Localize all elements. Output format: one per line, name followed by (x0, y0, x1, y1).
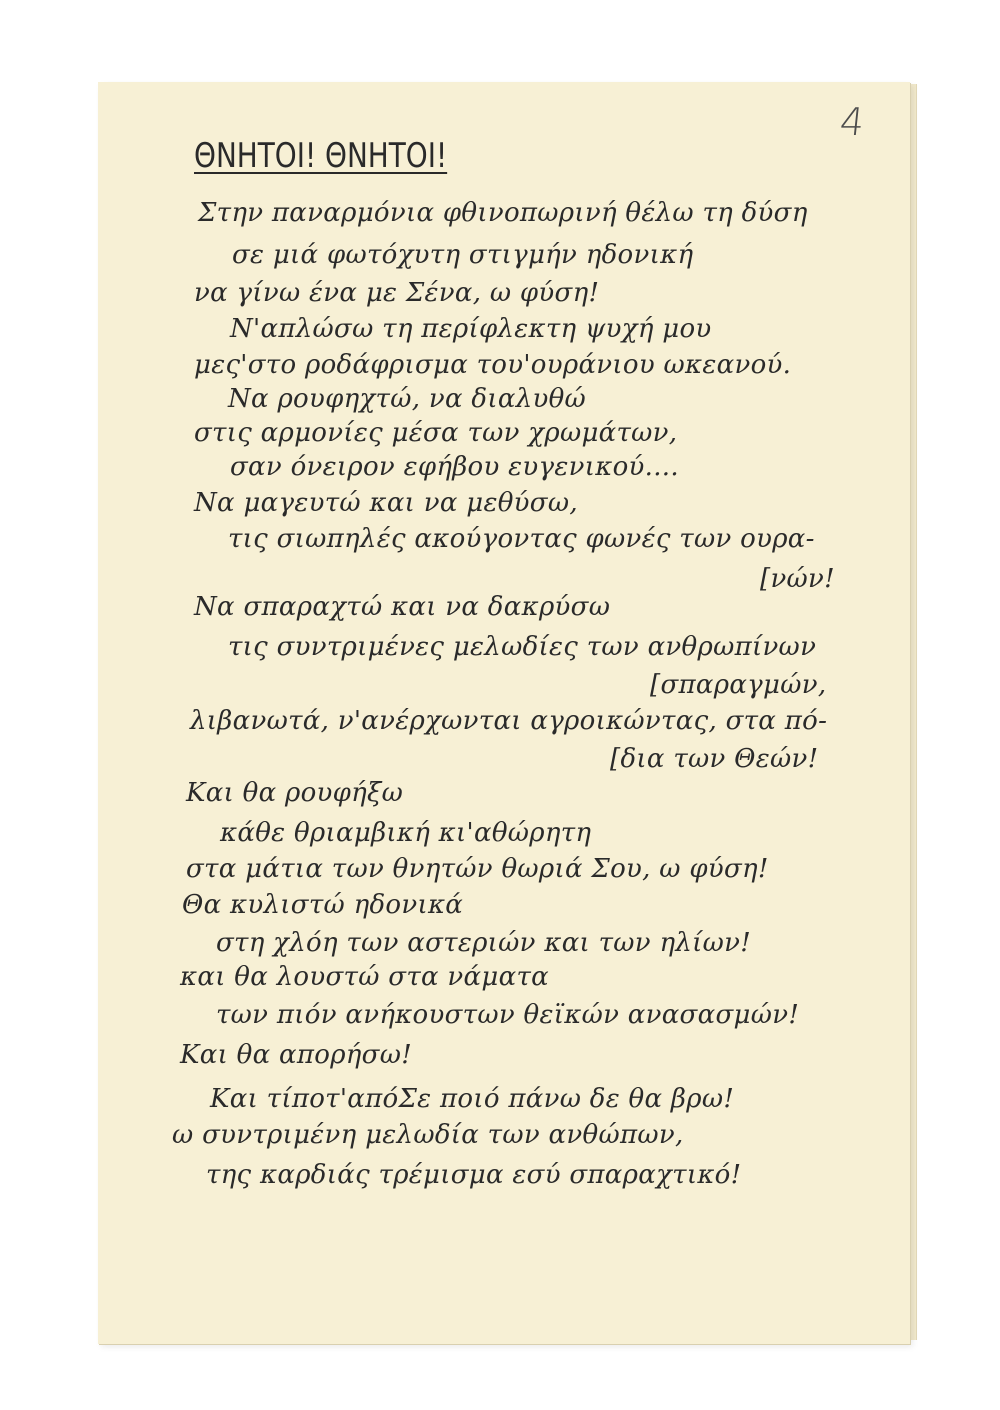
poem-line: Να σπαραχτώ και να δακρύσω (194, 592, 611, 622)
poem-line: στη χλόη των αστεριών και των ηλίων! (216, 928, 751, 958)
poem-line: στις αρμονίες μέσα των χρωμάτων, (194, 418, 678, 448)
poem-line: τις συντριμένες μελωδίες των ανθρωπίνων (228, 632, 817, 662)
poem-line: Ν'απλώσω τη περίφλεκτη ψυχή μου (230, 314, 712, 344)
poem-line: μες'στο ροδάφρισμα του'ουράνιου ωκεανού. (194, 350, 792, 380)
poem-line: λιβανωτά, ν'ανέρχωνται αγροικώντας, στα πό- (190, 706, 828, 736)
poem-line: της καρδιάς τρέμισμα εσύ σπαραχτικό! (206, 1160, 742, 1190)
poem-title: ΘΝΗΤΟΙ! ΘΝΗΤΟΙ! (194, 136, 448, 176)
poem-line: Και θα ρουφήξω (186, 778, 404, 808)
poem-line: [σπαραγμών, (650, 670, 827, 700)
poem-line: σε μιά φωτόχυτη στιγμήν ηδονική (232, 240, 694, 270)
poem-line: κάθε θριαμβική κι'αθώρητη (220, 818, 592, 848)
poem-line: Στην παναρμόνια φθινοπωρινή θέλω τη δύση (198, 198, 808, 228)
poem-line: Θα κυλιστώ ηδονικά (182, 890, 464, 920)
poem-line: Και τίποτ'απόΣε ποιό πάνω δε θα βρω! (210, 1084, 735, 1114)
page-number: 4 (837, 100, 867, 144)
poem-line: [νών! (760, 564, 835, 594)
poem-line: ω συντριμένη μελωδία των ανθώπων, (172, 1120, 684, 1150)
poem-line: και θα λουστώ στα νάματα (180, 962, 549, 992)
poem-line: Και θα απορήσω! (180, 1040, 412, 1070)
poem-line: Να μαγευτώ και να μεθύσω, (194, 488, 578, 518)
poem-line: των πιόν ανήκουστων θεϊκών ανασασμών! (216, 1000, 800, 1030)
poem-line: τις σιωπηλές ακούγοντας φωνές των ουρα- (228, 524, 815, 554)
poem-line: να γίνω ένα με Σένα, ω φύση! (194, 278, 600, 308)
poem-line: Να ρουφηχτώ, να διαλυθώ (228, 384, 587, 414)
poem-line: στα μάτια των θνητών θωριά Σου, ω φύση! (186, 854, 769, 884)
poem-line: [δια των Θεών! (610, 744, 819, 774)
poem-line: σαν όνειρον εφήβου ευγενικού.... (230, 452, 679, 482)
